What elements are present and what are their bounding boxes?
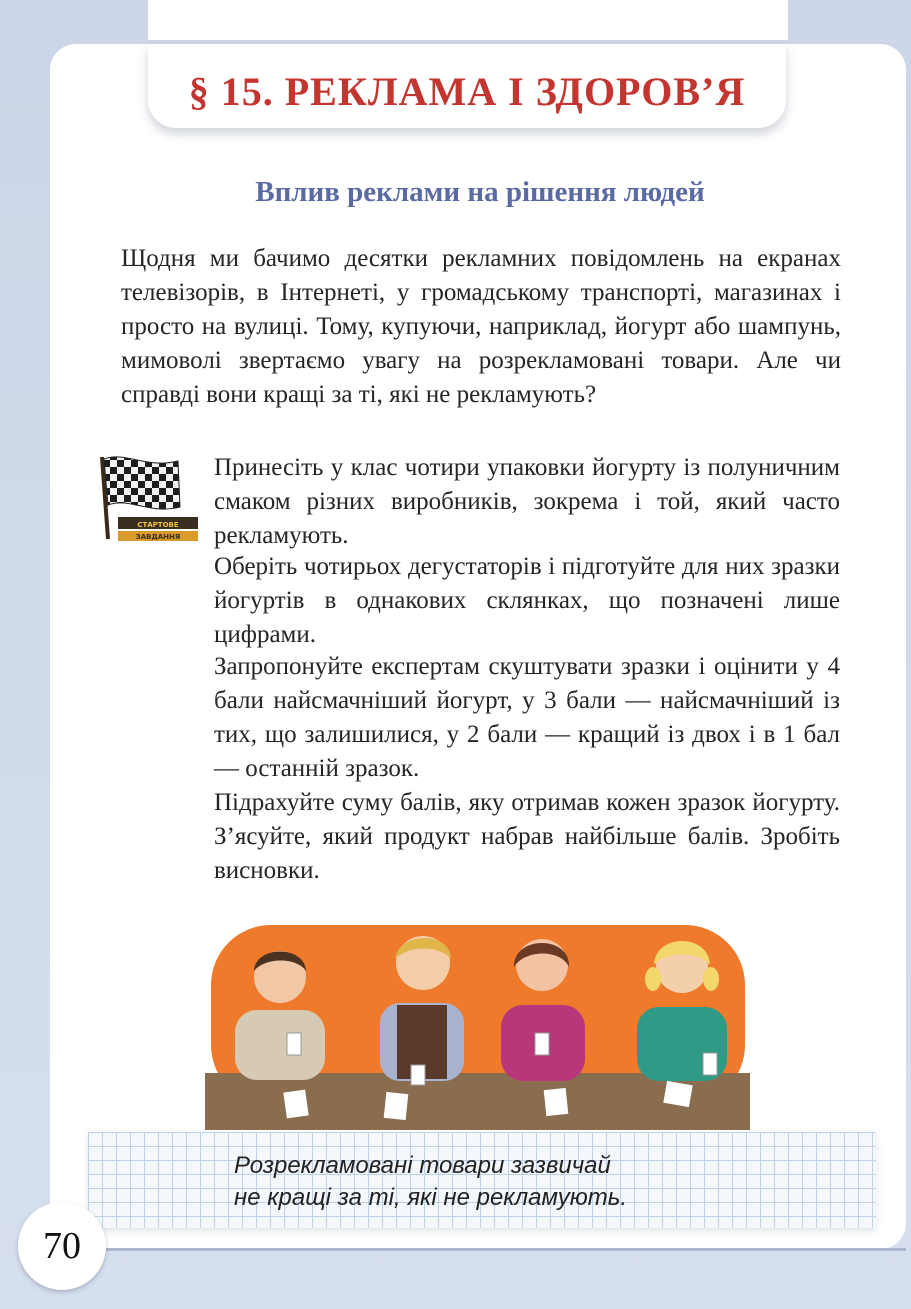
key-message [234,1150,834,1214]
bottom-divider [106,1248,906,1251]
flag-label-line1: СТАРТОВЕ [137,521,179,529]
task-paragraph-1: Принесіть у клас чотири упаковки йогурту із полуничним смаком різних виробників, зокрема і той, який часто рекламують. [214,454,840,549]
intro-paragraph: Щодня ми бачимо десятки рекламних повідомлень на екранах телевізорів, в Інтернеті, у громадському транспорті, магазинах і просто на вулиці. Тому, купуючи, наприклад, йогурт або шампунь, мимоволі звертаємо увагу на розрекламовані товари. Але чи справді вони кращі за ті, які не рекламують? [121,245,841,408]
task-paragraph-2: Оберіть чотирьох дегустаторів і підготуйте для них зразки йогуртів в однакових склянках, що позначені лише цифрами. [214,553,840,648]
key-message-line-2: не кращі за ті, які не рекламують. [234,1184,628,1211]
page-number-badge [18,1202,106,1290]
title-tab-top [148,0,788,40]
section-title: § 15. РЕКЛАМА І ЗДОРОВ’Я [188,69,746,114]
tasting-illustration [205,905,750,1130]
title-box [148,44,786,128]
task-paragraph-3: Запропонуйте експертам скуштувати зразки і оцінити у 4 бали найсмачніший йогурт, у 3 бали — найсмачніший із тих, що залишилися, у 2 бали — кращий із двох і в 1 бал — останній зразок. [214,653,840,782]
subtitle: Вплив реклами на рішення людей [255,176,705,208]
flag-label-line2: ЗАВДАННЯ [135,533,181,541]
task-paragraph-4: Підрахуйте суму балів, яку отримав кожен зразок йогурту. З’ясуйте, який продукт набрав найбільше балів. Зробіть висновки. [214,789,840,884]
key-message-line-1: Розрекламовані товари зазвичай [234,1152,611,1179]
checkered-flag-icon [96,453,200,545]
page-number: 70 [43,1225,81,1267]
